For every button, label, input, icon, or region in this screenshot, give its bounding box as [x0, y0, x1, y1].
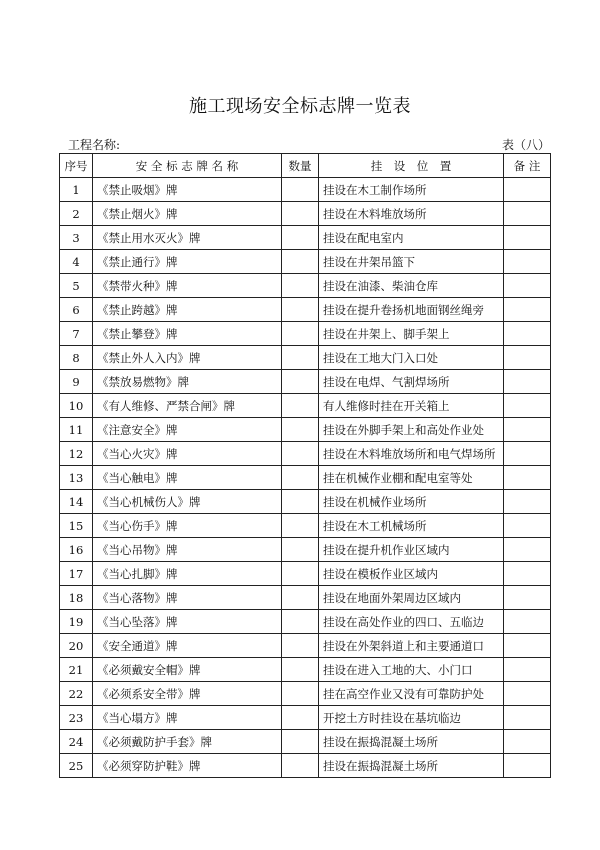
sign-name: 《当心机械伤人》牌	[93, 490, 282, 514]
table-row	[60, 370, 551, 394]
sign-name: 《禁止烟火》牌	[93, 202, 282, 226]
location: 挂设在井架上、脚手架上	[319, 322, 504, 346]
table-row	[60, 178, 551, 202]
remarks	[504, 682, 551, 706]
location: 挂设在外架斜道上和主要通道口	[319, 634, 504, 658]
table-row	[60, 514, 551, 538]
table-row	[60, 562, 551, 586]
location: 挂设在木工制作场所	[319, 178, 504, 202]
row-number: 21	[60, 658, 93, 682]
location: 挂设在进入工地的大、小门口	[319, 658, 504, 682]
quantity	[282, 706, 319, 730]
remarks	[504, 226, 551, 250]
table-number: 表（八）	[501, 138, 550, 152]
remarks	[504, 610, 551, 634]
table-row	[60, 682, 551, 706]
remarks	[504, 754, 551, 778]
row-number: 6	[60, 298, 93, 322]
table-row	[60, 706, 551, 730]
location: 挂设在配电室内	[319, 226, 504, 250]
location: 挂设在模板作业区域内	[319, 562, 504, 586]
quantity	[282, 370, 319, 394]
quantity	[282, 538, 319, 562]
location: 挂设在井架吊篮下	[319, 250, 504, 274]
remarks	[504, 418, 551, 442]
quantity	[282, 658, 319, 682]
quantity	[282, 298, 319, 322]
table-row	[60, 274, 551, 298]
sign-name: 《禁放易燃物》牌	[93, 370, 282, 394]
row-number: 14	[60, 490, 93, 514]
location: 挂设在提升机作业区域内	[319, 538, 504, 562]
remarks	[504, 394, 551, 418]
table-row	[60, 394, 551, 418]
table-body	[60, 178, 551, 778]
sign-name: 《禁止用水灭火》牌	[93, 226, 282, 250]
table-row	[60, 202, 551, 226]
header-location: 挂 设 位 置	[319, 154, 504, 178]
project-name-label: 工程名称:	[68, 138, 121, 152]
remarks	[504, 250, 551, 274]
table-row	[60, 466, 551, 490]
sign-name: 《必须穿防护鞋》牌	[93, 754, 282, 778]
sign-name: 《必须戴安全帽》牌	[93, 658, 282, 682]
row-number: 5	[60, 274, 93, 298]
location: 挂设在地面外架周边区域内	[319, 586, 504, 610]
sign-name: 《当心吊物》牌	[93, 538, 282, 562]
sign-name: 《当心伤手》牌	[93, 514, 282, 538]
table-row	[60, 754, 551, 778]
sign-name: 《禁止吸烟》牌	[93, 178, 282, 202]
row-number: 16	[60, 538, 93, 562]
header-quantity: 数量	[282, 154, 319, 178]
sign-name: 《当心落物》牌	[93, 586, 282, 610]
quantity	[282, 634, 319, 658]
header-no: 序号	[60, 154, 93, 178]
remarks	[504, 202, 551, 226]
row-number: 24	[60, 730, 93, 754]
sign-name: 《当心扎脚》牌	[93, 562, 282, 586]
location: 挂设在高处作业的四口、五临边	[319, 610, 504, 634]
location: 挂设在振捣混凝土场所	[319, 754, 504, 778]
quantity	[282, 178, 319, 202]
remarks	[504, 562, 551, 586]
row-number: 15	[60, 514, 93, 538]
sign-name: 《当心坠落》牌	[93, 610, 282, 634]
header-sign-name: 安 全 标 志 牌 名 称	[93, 154, 282, 178]
remarks	[504, 274, 551, 298]
location: 挂设在木工机械场所	[319, 514, 504, 538]
table-row	[60, 586, 551, 610]
row-number: 19	[60, 610, 93, 634]
row-number: 4	[60, 250, 93, 274]
quantity	[282, 226, 319, 250]
row-number: 23	[60, 706, 93, 730]
location: 挂设在油漆、柴油仓库	[319, 274, 504, 298]
row-number: 10	[60, 394, 93, 418]
sign-name: 《必须戴防护手套》牌	[93, 730, 282, 754]
location: 挂设在振捣混凝土场所	[319, 730, 504, 754]
page-title: 施工现场安全标志牌一览表	[189, 96, 411, 117]
remarks	[504, 538, 551, 562]
table-row	[60, 250, 551, 274]
location: 挂设在提升卷扬机地面钢丝绳旁	[319, 298, 504, 322]
quantity	[282, 322, 319, 346]
location: 挂在机械作业棚和配电室等处	[319, 466, 504, 490]
remarks	[504, 346, 551, 370]
row-number: 2	[60, 202, 93, 226]
quantity	[282, 346, 319, 370]
sign-name: 《禁止外人入内》牌	[93, 346, 282, 370]
table-row	[60, 730, 551, 754]
row-number: 25	[60, 754, 93, 778]
sign-name: 《当心火灾》牌	[93, 442, 282, 466]
quantity	[282, 514, 319, 538]
row-number: 7	[60, 322, 93, 346]
location: 挂在高空作业又没有可靠防护处	[319, 682, 504, 706]
table-row	[60, 322, 551, 346]
quantity	[282, 418, 319, 442]
remarks	[504, 730, 551, 754]
quantity	[282, 754, 319, 778]
remarks	[504, 658, 551, 682]
location: 挂设在机械作业场所	[319, 490, 504, 514]
table-row	[60, 658, 551, 682]
row-number: 8	[60, 346, 93, 370]
remarks	[504, 322, 551, 346]
quantity	[282, 274, 319, 298]
table-row	[60, 490, 551, 514]
remarks	[504, 514, 551, 538]
row-number: 9	[60, 370, 93, 394]
row-number: 20	[60, 634, 93, 658]
row-number: 1	[60, 178, 93, 202]
quantity	[282, 586, 319, 610]
location: 开挖土方时挂设在基坑临边	[319, 706, 504, 730]
remarks	[504, 586, 551, 610]
quantity	[282, 682, 319, 706]
row-number: 18	[60, 586, 93, 610]
location: 挂设在工地大门入口处	[319, 346, 504, 370]
remarks	[504, 490, 551, 514]
table-row	[60, 538, 551, 562]
sign-name: 《当心触电》牌	[93, 466, 282, 490]
table-row	[60, 442, 551, 466]
quantity	[282, 202, 319, 226]
table-header-row	[60, 154, 551, 178]
location: 有人维修时挂在开关箱上	[319, 394, 504, 418]
row-number: 11	[60, 418, 93, 442]
table-row	[60, 610, 551, 634]
remarks	[504, 634, 551, 658]
remarks	[504, 178, 551, 202]
sign-name: 《禁止通行》牌	[93, 250, 282, 274]
sign-name: 《安全通道》牌	[93, 634, 282, 658]
row-number: 12	[60, 442, 93, 466]
table-row	[60, 346, 551, 370]
row-number: 17	[60, 562, 93, 586]
row-number: 3	[60, 226, 93, 250]
sign-name: 《禁止跨越》牌	[93, 298, 282, 322]
table-meta	[68, 136, 550, 153]
table-row	[60, 298, 551, 322]
quantity	[282, 394, 319, 418]
sign-name: 《禁止攀登》牌	[93, 322, 282, 346]
location: 挂设在木料堆放场所	[319, 202, 504, 226]
location: 挂设在木料堆放场所和电气焊场所	[319, 442, 504, 466]
quantity	[282, 610, 319, 634]
table-row	[60, 634, 551, 658]
header-remarks: 备 注	[504, 154, 551, 178]
table-row	[60, 226, 551, 250]
sign-name: 《必须系安全带》牌	[93, 682, 282, 706]
remarks	[504, 706, 551, 730]
location: 挂设在外脚手架上和高处作业处	[319, 418, 504, 442]
remarks	[504, 466, 551, 490]
sign-name: 《有人维修、严禁合闸》牌	[93, 394, 282, 418]
row-number: 13	[60, 466, 93, 490]
location: 挂设在电焊、气割焊场所	[319, 370, 504, 394]
row-number: 22	[60, 682, 93, 706]
quantity	[282, 466, 319, 490]
quantity	[282, 490, 319, 514]
remarks	[504, 442, 551, 466]
quantity	[282, 730, 319, 754]
table-row	[60, 418, 551, 442]
quantity	[282, 442, 319, 466]
quantity	[282, 250, 319, 274]
sign-name: 《注意安全》牌	[93, 418, 282, 442]
remarks	[504, 298, 551, 322]
safety-sign-table	[59, 153, 551, 778]
sign-name: 《当心塌方》牌	[93, 706, 282, 730]
quantity	[282, 562, 319, 586]
remarks	[504, 370, 551, 394]
sign-name: 《禁带火种》牌	[93, 274, 282, 298]
